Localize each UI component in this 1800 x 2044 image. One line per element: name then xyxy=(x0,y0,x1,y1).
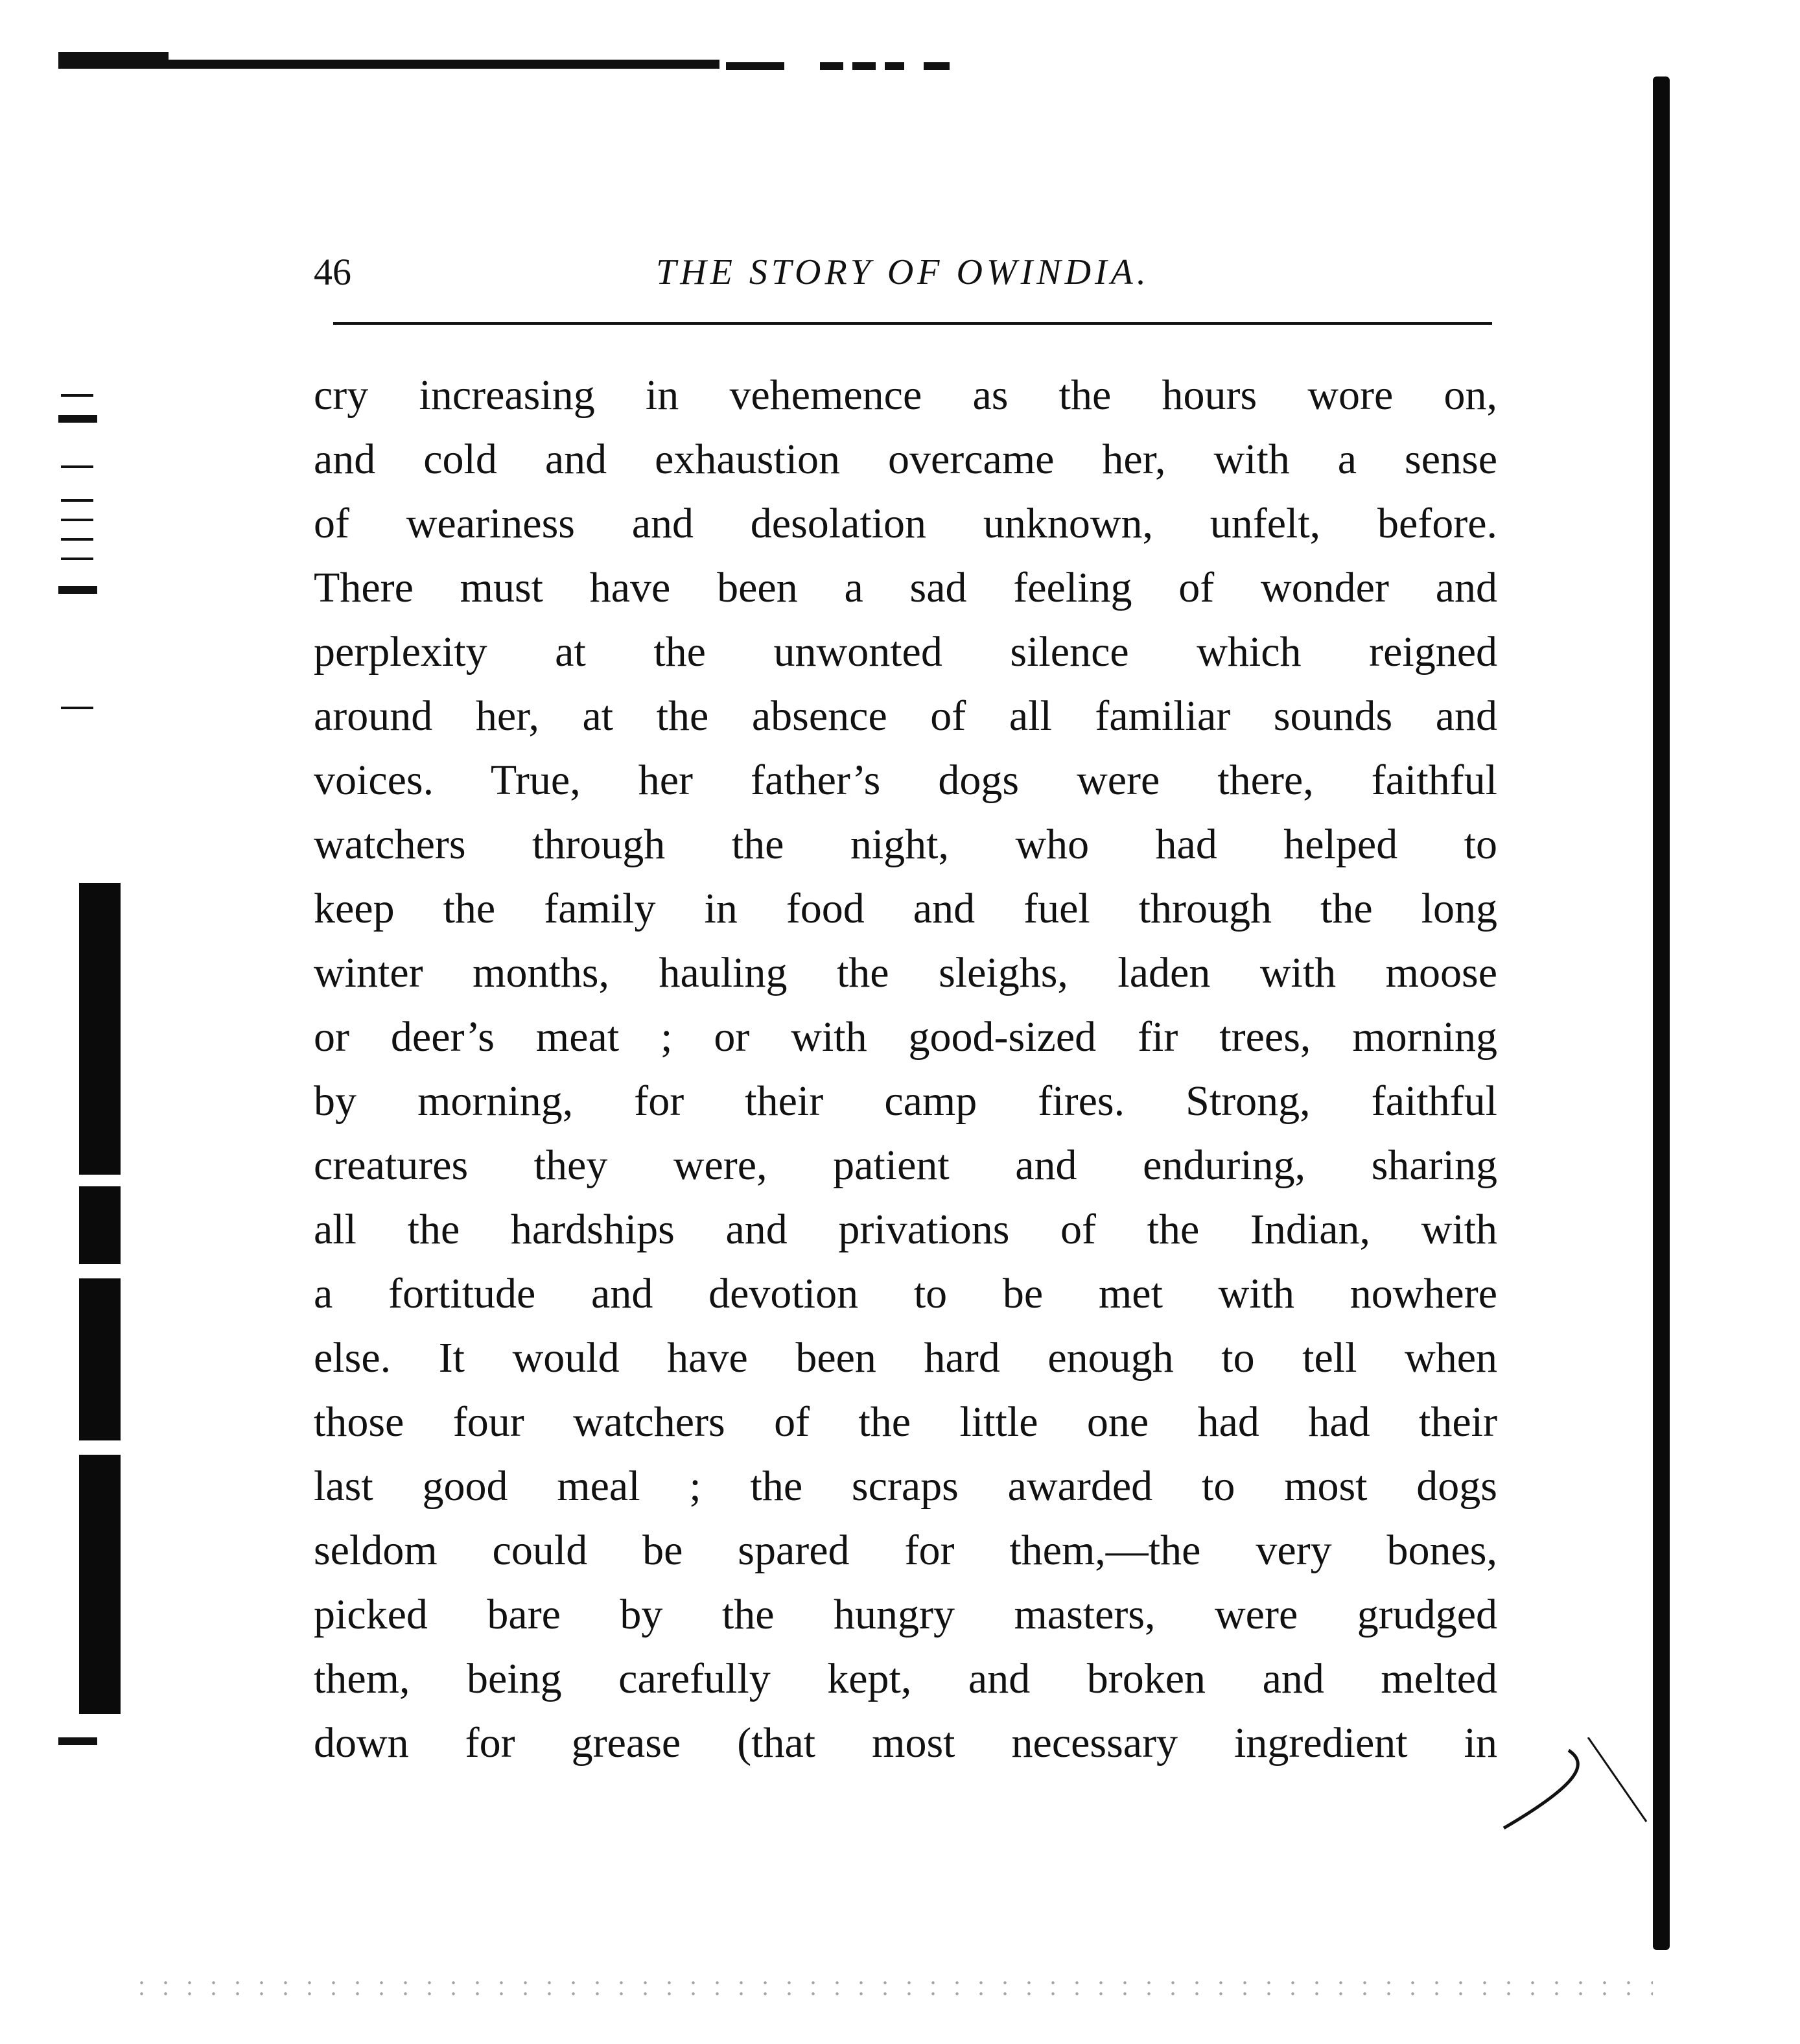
text-line: last good meal ; the scraps awarded to most dogs xyxy=(314,1463,1497,1510)
text-line: them, being carefully kept, and broken and melted xyxy=(314,1655,1497,1702)
left-scan-tick xyxy=(58,415,97,423)
left-scan-bar xyxy=(79,883,121,1175)
left-scan-tick xyxy=(61,394,93,397)
text-line: perplexity at the unwonted silence which reigned xyxy=(314,628,1497,675)
left-scan-tick xyxy=(61,465,93,468)
text-line: creatures they were, patient and enduring, sharing xyxy=(314,1142,1497,1189)
top-scan-rule-tab xyxy=(58,52,169,60)
text-line: around her, at the absence of all familiar sounds and xyxy=(314,692,1497,740)
bottom-scan-specks xyxy=(130,1977,1653,2003)
top-scan-dash xyxy=(924,62,950,70)
text-line: else. It would have been hard enough to tell when xyxy=(314,1334,1497,1381)
top-scan-dash xyxy=(820,62,843,70)
text-line: picked bare by the hungry masters, were grudged xyxy=(314,1591,1497,1638)
text-line: down for grease (that most necessary ingredient in xyxy=(314,1719,1497,1767)
left-scan-tick xyxy=(61,499,93,502)
text-line: all the hardships and privations of the Indian, with xyxy=(314,1206,1497,1253)
text-line: watchers through the night, who had helped to xyxy=(314,821,1497,868)
text-line: seldom could be spared for them,—the very bones, xyxy=(314,1527,1497,1574)
text-line: or deer’s meat ; or with good-sized fir trees, morning xyxy=(314,1013,1497,1061)
text-line: by morning, for their camp fires. Strong, faithful xyxy=(314,1077,1497,1125)
text-line: There must have been a sad feeling of wonder and xyxy=(314,564,1497,611)
text-line: winter months, hauling the sleighs, laden with moose xyxy=(314,949,1497,996)
text-line: voices. True, her father’s dogs were there, faithful xyxy=(314,757,1497,804)
page-text xyxy=(314,363,1497,1775)
header-rule xyxy=(333,322,1492,325)
left-scan-tick xyxy=(58,586,97,594)
top-scan-dash xyxy=(726,62,784,70)
text-line: cry increasing in vehemence as the hours wore on, xyxy=(314,371,1497,419)
left-scan-bar xyxy=(79,1186,121,1264)
left-scan-bar xyxy=(79,1455,121,1714)
left-scan-tick xyxy=(58,1737,97,1745)
top-scan-rule xyxy=(58,60,719,69)
page-number: 46 xyxy=(314,251,351,293)
left-scan-tick xyxy=(61,519,93,521)
top-scan-dash xyxy=(852,62,876,70)
right-scan-binding-bar xyxy=(1653,76,1670,1950)
left-scan-bar xyxy=(79,1278,121,1440)
running-title: THE STORY OF OWINDIA. xyxy=(656,252,1150,292)
left-scan-tick xyxy=(61,538,93,541)
text-line: keep the family in food and fuel through the long xyxy=(314,885,1497,932)
running-header xyxy=(314,243,1492,301)
left-scan-tick xyxy=(61,707,93,709)
text-line: a fortitude and devotion to be met with nowhere xyxy=(314,1270,1497,1317)
text-line: of weariness and desolation unknown, unfelt, before. xyxy=(314,500,1497,547)
left-scan-tick xyxy=(61,558,93,560)
text-line: and cold and exhaustion overcame her, with a sense xyxy=(314,436,1497,483)
pencil-mark-icon xyxy=(1491,1737,1659,1841)
top-scan-dash xyxy=(885,62,904,70)
text-line: those four watchers of the little one had had their xyxy=(314,1398,1497,1446)
